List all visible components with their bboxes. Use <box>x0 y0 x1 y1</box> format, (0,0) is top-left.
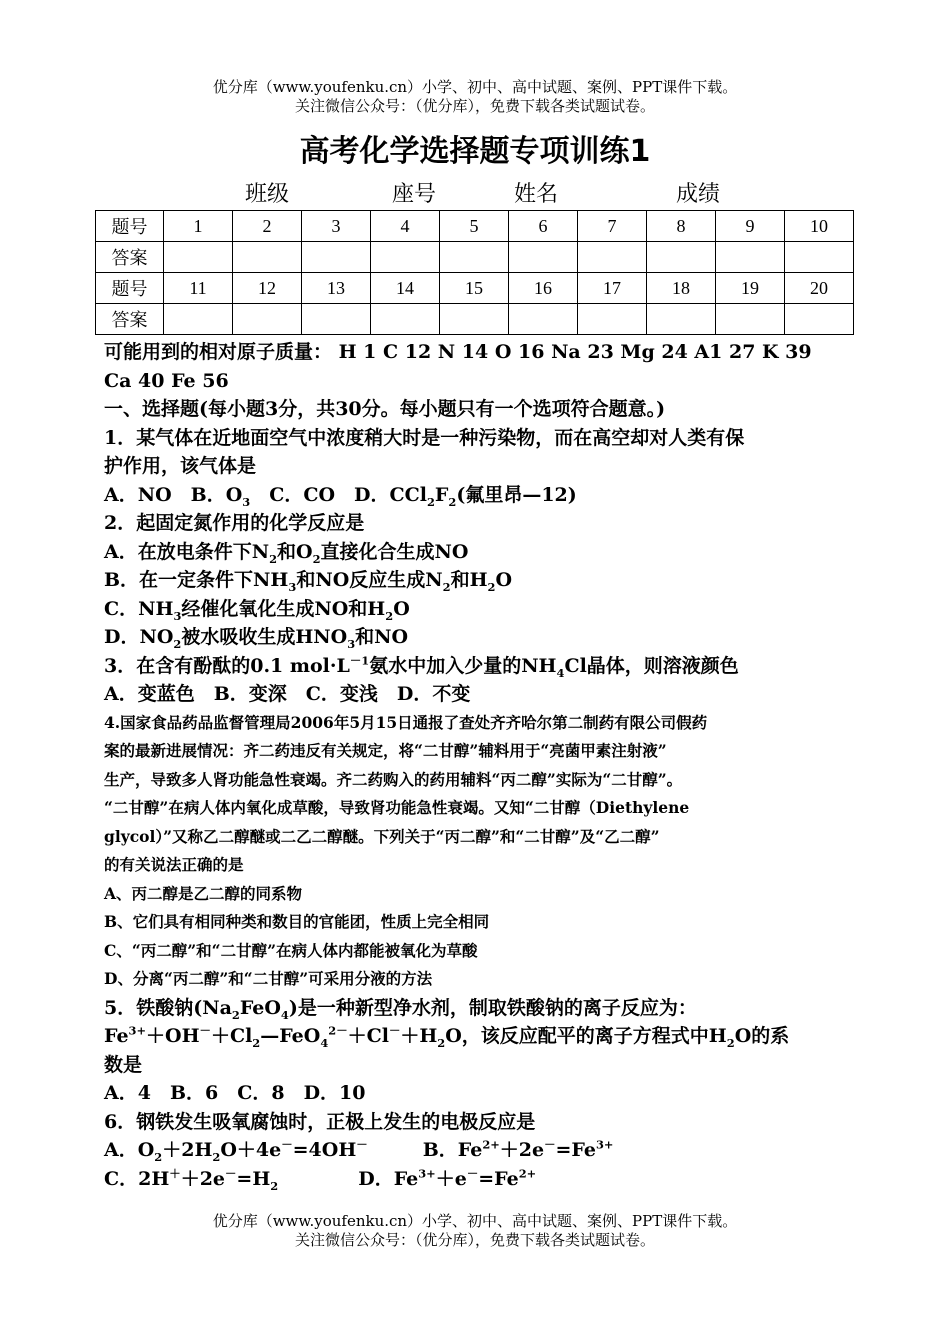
q5-stem-1: 5．铁酸钠$(Na_2FeO_4)$是一种新型净水剂，制取铁酸钠的离子反应为： <box>104 996 697 1022</box>
q4-line-6: 的有关说法正确的是 <box>104 855 244 874</box>
class-label: 班级 <box>245 182 290 207</box>
q1-options: A．NO B．$O_3$ C．CO D．$CCl_2F_2$(氟里昂—12) <box>104 483 577 509</box>
q1-stem-2: 护作用，该气体是 <box>104 455 257 477</box>
q4-line-2: 案的最新进展情况：齐二药违反有关规定，将“二甘醇”辅料用于“亮菌甲素注射液” <box>104 741 667 760</box>
answer-cell[interactable] <box>302 242 371 273</box>
answer-cell[interactable] <box>371 304 440 335</box>
answer-cell[interactable] <box>785 304 854 335</box>
score-label: 成绩 <box>676 182 721 207</box>
q4-line-3: 生产，导致多人肾功能急性衰竭。齐二药购入的药用辅料“丙二醇”实际为“二甘醇”。 <box>104 769 683 789</box>
table-cell: 4 <box>371 211 440 242</box>
atomic-mass-line-2: Ca 40 Fe 56 <box>104 369 229 392</box>
table-cell: 13 <box>302 273 371 304</box>
table-cell: 2 <box>233 211 302 242</box>
q6-stem: 6．钢铁发生吸氧腐蚀时，正极上发生的电极反应是 <box>104 1110 536 1133</box>
q6-options-cd: C．$2H^++2e^-=H_2$ D．$Fe^{3+}+e^-=Fe^{2+}$ <box>104 1166 537 1193</box>
q1-stem-1: 1．某气体在近地面空气中浓度稍大时是一种污染物，而在高空却对人类有保 <box>104 426 745 449</box>
answer-table <box>95 210 854 335</box>
q4-line-4: “二甘醇”在病人体内氧化成草酸，导致肾功能急性衰竭。又知“二甘醇（Diethylene <box>104 798 690 817</box>
answer-cell[interactable] <box>233 304 302 335</box>
table-cell: 15 <box>440 273 509 304</box>
table-cell: 11 <box>164 273 233 304</box>
section-heading: 一、选择题(每小题3分，共30分。每小题只有一个选项符合题意。) <box>104 398 666 420</box>
table-cell: 19 <box>716 273 785 304</box>
row-label: 题号 <box>96 273 164 304</box>
footer-line-2: 关注微信公众号：（优分库），免费下载各类试题试卷。 <box>294 1231 655 1249</box>
table-cell: 10 <box>785 211 854 242</box>
q2-option-c: C．$NH_3$经催化氧化生成NO和$H_2O$ <box>104 597 410 623</box>
table-cell: 18 <box>647 273 716 304</box>
footer-line-1: 优分库（www.youfenku.cn）小学、初中、高中试题、案例、PPT课件下载。 <box>212 1212 738 1230</box>
page-footer <box>0 1212 950 1250</box>
table-cell: 5 <box>440 211 509 242</box>
table-cell: 6 <box>509 211 578 242</box>
q4-option-c: C、“丙二醇”和“二甘醇”在病人体内都能被氧化为草酸 <box>104 940 478 960</box>
table-cell: 9 <box>716 211 785 242</box>
q5-options: A．4 B．6 C．8 D．10 <box>104 1082 366 1104</box>
answer-cell[interactable] <box>302 304 371 335</box>
page-header <box>0 78 950 116</box>
header-line-1: 优分库（www.youfenku.cn）小学、初中、高中试题、案例、PPT课件下载。 <box>212 78 738 96</box>
row-label: 答案 <box>96 242 164 273</box>
table-cell: 14 <box>371 273 440 304</box>
row-label: 题号 <box>96 211 164 242</box>
q3-options: A．变蓝色 B．变深 C．变浅 D．不变 <box>104 683 471 705</box>
page-title: 高考化学选择题专项训练1 <box>299 134 651 169</box>
table-cell: 12 <box>233 273 302 304</box>
answer-cell[interactable] <box>233 242 302 273</box>
student-info-row <box>245 180 720 210</box>
answer-cell[interactable] <box>578 242 647 273</box>
table-cell: 1 <box>164 211 233 242</box>
header-line-2: 关注微信公众号：（优分库），免费下载各类试题试卷。 <box>294 97 655 115</box>
q4-option-b: B、它们具有相同种类和数目的官能团，性质上完全相同 <box>104 912 490 931</box>
answer-cell[interactable] <box>785 242 854 273</box>
answer-cell[interactable] <box>716 304 785 335</box>
table-cell: 17 <box>578 273 647 304</box>
table-row-answers-1 <box>96 242 854 273</box>
q4-line-1: 4.国家食品药品监督管理局2006年5月15日通报了查处齐齐哈尔第二制药有限公司假药 <box>104 712 708 732</box>
q2-stem: 2．起固定氮作用的化学反应是 <box>104 512 365 534</box>
q5-stem-3: 数是 <box>104 1053 143 1076</box>
answer-cell[interactable] <box>509 304 578 335</box>
seat-label: 座号 <box>392 182 437 207</box>
table-row-numbers-2 <box>96 273 854 304</box>
answer-cell[interactable] <box>164 304 233 335</box>
q4-line-5: glycol）”又称乙二醇醚或二乙二醇醚。下列关于“丙二醇”和“二甘醇”及“乙二醇” <box>104 826 660 846</box>
answer-cell[interactable] <box>164 242 233 273</box>
atomic-mass-line-1: 可能用到的相对原子质量： H 1 C 12 N 14 O 16 Na 23 Mg 24 A1 27 K 39 <box>104 341 812 363</box>
answer-cell[interactable] <box>647 304 716 335</box>
answer-cell[interactable] <box>509 242 578 273</box>
q2-option-d: D．$NO_2$被水吸收生成$HNO_3$和NO <box>104 626 409 651</box>
question-content <box>104 338 864 1193</box>
table-row-numbers-1 <box>96 211 854 242</box>
q5-stem-2: $Fe^{3+}+OH^-+Cl_2—FeO_4^{2-}+Cl^-+H_2O$，该反应配平的离子方程式中$H_2O$的系 <box>104 1023 790 1050</box>
table-cell: 3 <box>302 211 371 242</box>
answer-cell[interactable] <box>716 242 785 273</box>
q4-option-a: A、丙二醇是乙二醇的同系物 <box>104 883 303 903</box>
answer-cell[interactable] <box>440 304 509 335</box>
q4-option-d: D、分离“丙二醇”和“二甘醇”可采用分液的方法 <box>104 969 433 988</box>
q3-stem: 3．在含有酚酞的0.1 $mol\cdot L^{-1}$氨水中加入少量的$NH_4Cl$晶体，则溶液颜色 <box>104 653 739 680</box>
answer-cell[interactable] <box>440 242 509 273</box>
table-row-answers-2 <box>96 304 854 335</box>
table-cell: 8 <box>647 211 716 242</box>
table-cell: 20 <box>785 273 854 304</box>
answer-cell[interactable] <box>371 242 440 273</box>
answer-cell[interactable] <box>578 304 647 335</box>
name-label: 姓名 <box>514 182 559 207</box>
answer-cell[interactable] <box>647 242 716 273</box>
q2-option-a: A．在放电条件下$N_2$和$O_2$直接化合生成NO <box>104 540 469 566</box>
table-cell: 16 <box>509 273 578 304</box>
table-cell: 7 <box>578 211 647 242</box>
q6-options-ab: A．$O_2+2H_2O+4e^-=4OH^-$ B．$Fe^{2+}+2e^-=Fe^{3+}$ <box>104 1137 614 1164</box>
q2-option-b: B．在一定条件下$NH_3$和NO反应生成$N_2$和$H_2O$ <box>104 569 513 594</box>
row-label: 答案 <box>96 304 164 335</box>
